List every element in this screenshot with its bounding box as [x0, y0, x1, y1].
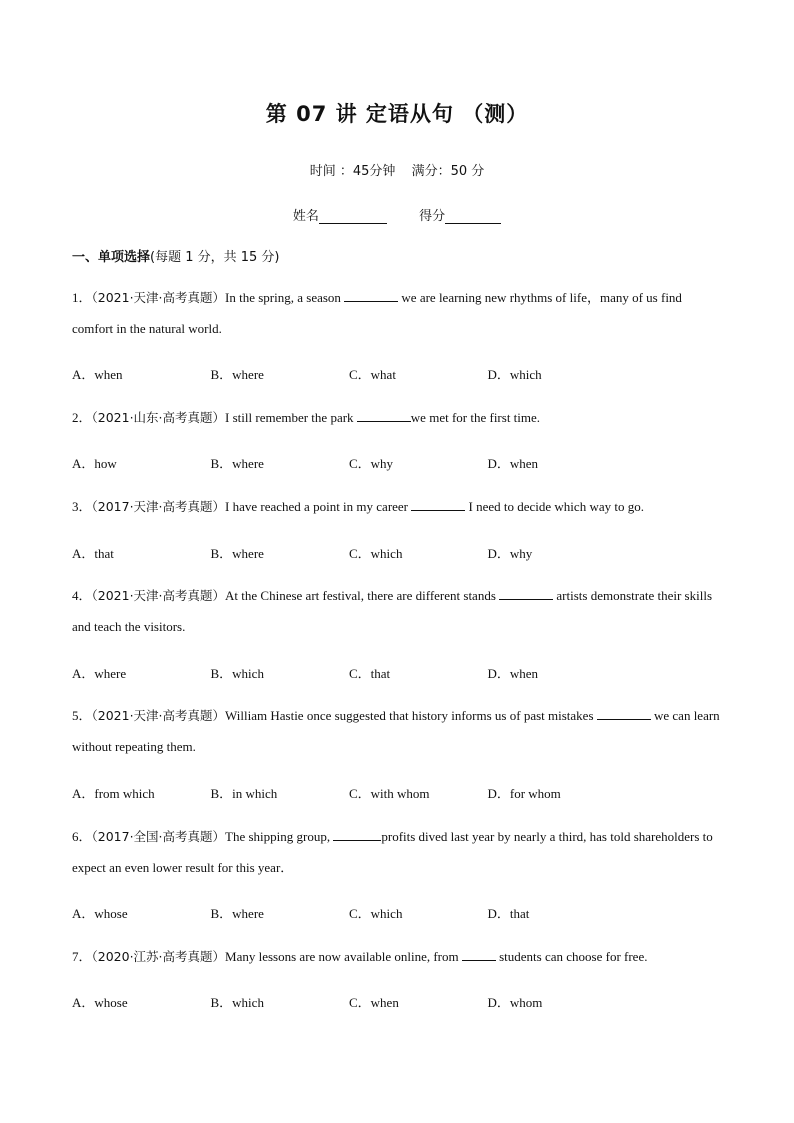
question-text-post: profits dived last year by nearly a third, has told shareholders to expect an even lower result for this year． [72, 829, 713, 875]
score-blank [445, 209, 501, 224]
question-text-pre: I have reached a point in my career [225, 499, 412, 514]
question-text-post: we met for the first time. [410, 410, 541, 425]
score-field [419, 205, 501, 224]
option-b: B．where [210, 906, 264, 921]
question-number: 2． [72, 410, 92, 425]
score-label: 得分 [419, 209, 446, 224]
option-a: A．whose [72, 995, 128, 1010]
answer-blank [333, 827, 381, 841]
question-text-pre: Many lessons are now available online, from [225, 949, 462, 964]
option-d: D．when [487, 456, 539, 471]
question-number: 4． [72, 588, 92, 603]
exam-meta [0, 160, 794, 179]
question-source: （2017·天津·高考真题） [91, 499, 226, 514]
option-b: B．where [210, 456, 264, 471]
option-a: A．how [72, 456, 117, 471]
question-4 [72, 580, 722, 642]
options-3 [72, 543, 722, 562]
option-d: D．when [487, 666, 539, 681]
question-source: （2021·天津·高考真题） [91, 588, 226, 603]
option-b: B．where [210, 367, 264, 382]
options-2 [72, 453, 722, 472]
question-text-pre: I still remember the park [225, 410, 357, 425]
question-source: （2020·江苏·高考真题） [91, 949, 226, 964]
options-6 [72, 903, 722, 922]
option-d: D．for whom [487, 786, 561, 801]
option-d: D．that [487, 906, 530, 921]
option-c: C．which [349, 546, 403, 561]
answer-blank [357, 408, 411, 422]
option-a: A．that [72, 546, 114, 561]
answer-blank [499, 586, 553, 600]
section-title: 一、单项选择 [72, 250, 151, 265]
section-heading [72, 246, 280, 265]
question-number: 5． [72, 708, 92, 723]
name-blank [319, 209, 387, 224]
question-number: 6． [72, 829, 92, 844]
page-title: 第 07 讲 定语从句 （测） [265, 102, 529, 126]
option-a: A．whose [72, 906, 128, 921]
option-c: C．with whom [349, 786, 430, 801]
question-text-pre: At the Chinese art festival, there are different stands [225, 588, 500, 603]
option-c: C．what [349, 367, 396, 382]
option-d: D．why [487, 546, 533, 561]
option-a: A．where [72, 666, 127, 681]
name-label: 姓名 [292, 209, 319, 224]
name-score-bar [0, 205, 794, 224]
answer-blank [411, 497, 465, 511]
question-text-pre: The shipping group, [225, 829, 334, 844]
options-1 [72, 364, 722, 383]
section-note: (每题 1 分，共 15 分) [150, 250, 280, 265]
question-text-pre: In the spring, a season [225, 290, 345, 305]
option-c: C．why [349, 456, 394, 471]
answer-blank [597, 706, 651, 720]
answer-blank [344, 288, 398, 302]
option-b: B．where [210, 546, 264, 561]
time-limit: 时间 ：45分钟 [309, 164, 396, 179]
question-source: （2021·天津·高考真题） [91, 290, 226, 305]
name-field [293, 205, 387, 224]
option-c: C．that [349, 666, 391, 681]
option-d: D．which [487, 367, 542, 382]
full-score: 满分：50 分 [411, 164, 485, 179]
question-number: 3． [72, 499, 92, 514]
option-b: B．which [210, 666, 264, 681]
question-6 [72, 821, 722, 883]
question-number: 1． [72, 290, 92, 305]
options-4 [72, 663, 722, 682]
question-number: 7． [72, 949, 92, 964]
option-b: B．in which [210, 786, 278, 801]
option-c: C．which [349, 906, 403, 921]
option-a: A．from which [72, 786, 155, 801]
option-a: A．when [72, 367, 123, 382]
question-text-post: I need to decide which way to go. [465, 499, 644, 514]
options-7 [72, 992, 722, 1011]
question-source: （2021·山东·高考真题） [91, 410, 226, 425]
options-5 [72, 783, 722, 802]
question-1 [72, 282, 722, 344]
option-d: D．whom [487, 995, 543, 1010]
question-2 [72, 402, 722, 433]
question-text-post: we can learn without repeating them. [72, 708, 720, 754]
question-source: （2021·天津·高考真题） [91, 708, 226, 723]
question-text-pre: William Hastie once suggested that history informs us of past mistakes [225, 708, 597, 723]
question-text-post: artists demonstrate their skills and teach the visitors. [72, 588, 713, 634]
question-7 [72, 941, 722, 972]
answer-blank [462, 947, 496, 961]
question-text-post: students can choose for free. [495, 949, 648, 964]
question-3 [72, 491, 722, 522]
question-source: （2017·全国·高考真题） [91, 829, 226, 844]
question-5 [72, 700, 722, 762]
option-b: B．which [210, 995, 264, 1010]
option-c: C．when [349, 995, 399, 1010]
question-text-post: we are learning new rhythms of life，many of us find comfort in the natural world. [72, 290, 682, 336]
